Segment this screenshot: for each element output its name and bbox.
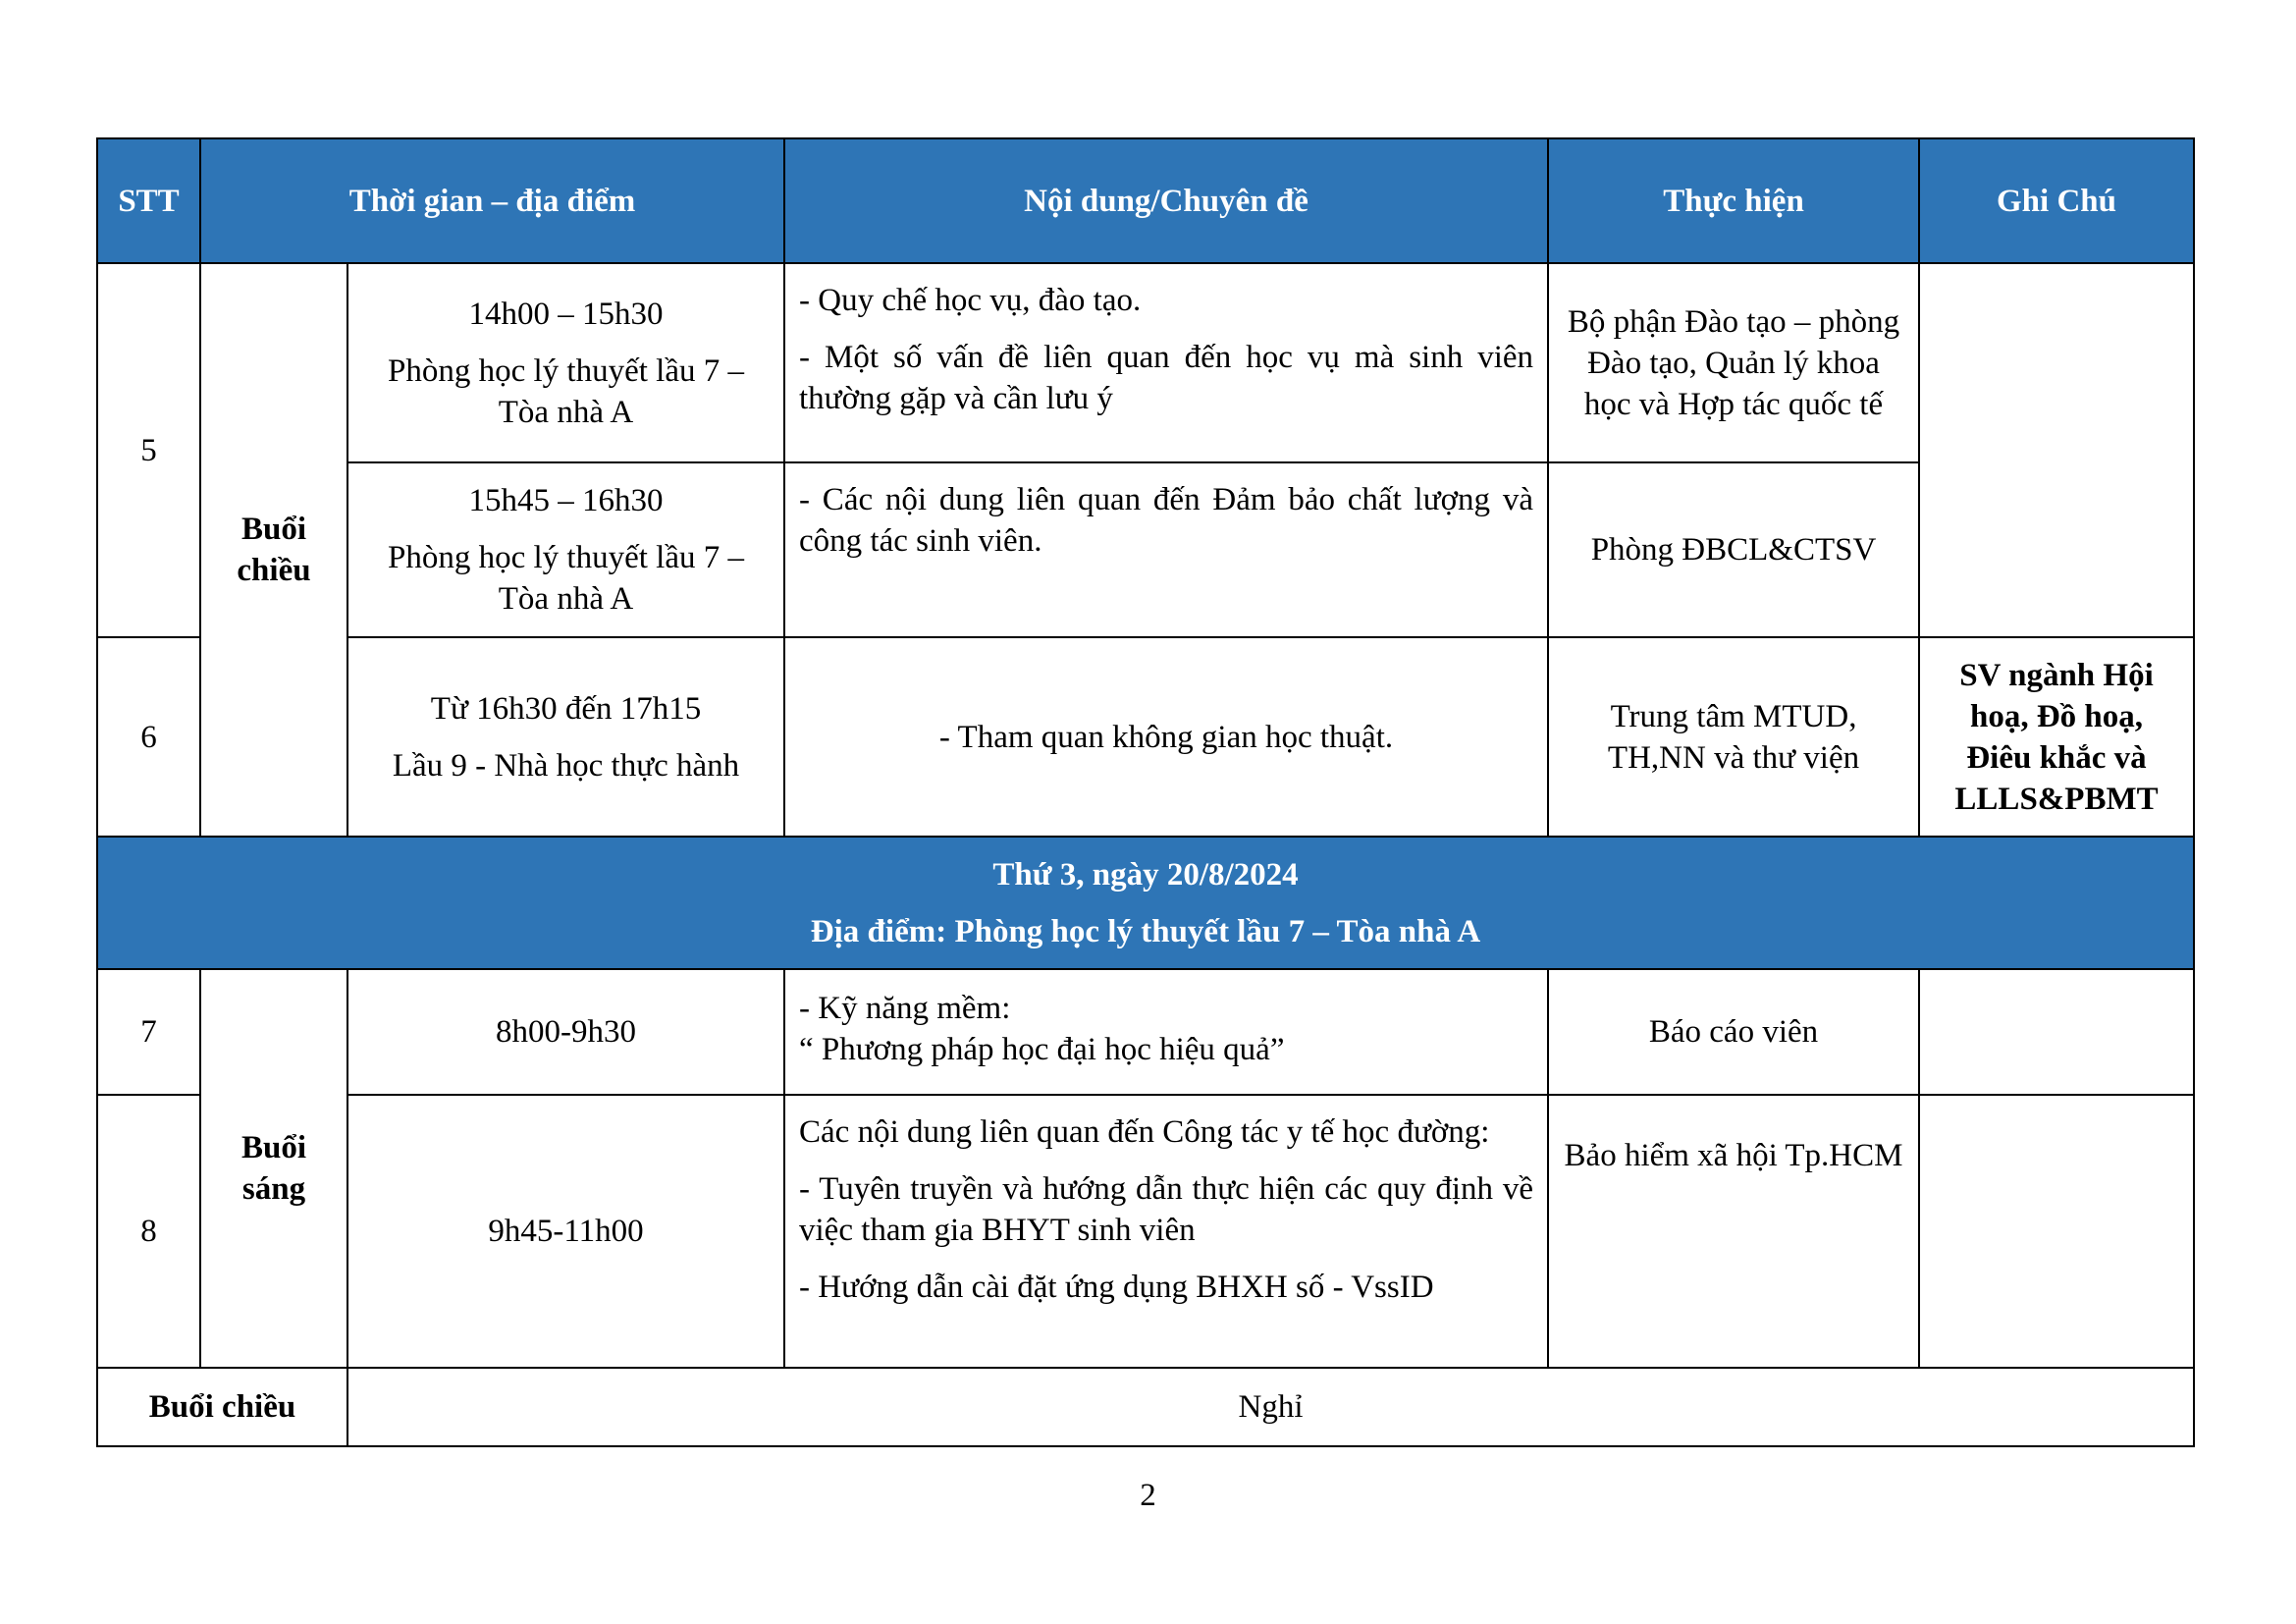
header-content: Nội dung/Chuyên đề: [784, 138, 1548, 263]
time-place-cell: [347, 462, 784, 637]
header-time-place: Thời gian – địa điểm: [200, 138, 784, 263]
table-row: [97, 637, 2194, 837]
time-text: Từ 16h30 đến 17h15: [430, 690, 702, 727]
content-cell: - Tham quan không gian học thuật.: [784, 637, 1548, 837]
time-place-cell: [347, 263, 784, 462]
stt-cell: 8: [97, 1095, 200, 1368]
note-cell: [1919, 1095, 2194, 1368]
content-line: Các nội dung liên quan đến Công tác y tế học đường:: [799, 1114, 1490, 1150]
content-line: - Quy chế học vụ, đào tạo.: [799, 283, 1142, 318]
executor-cell: Bảo hiểm xã hội Tp.HCM: [1548, 1095, 1919, 1368]
session-cell: Buổi sáng: [200, 969, 347, 1368]
place-text: Phòng học lý thuyết lầu 7 – Tòa nhà A: [388, 540, 744, 617]
content-line: “ Phương pháp học đại học hiệu quả”: [799, 1032, 1285, 1067]
content-line: - Hướng dẫn cài đặt ứng dụng BHXH số - VssID: [799, 1270, 1434, 1305]
content-cell: [784, 969, 1548, 1095]
header-note: Ghi Chú: [1919, 138, 2194, 263]
day-header-row: [97, 837, 2194, 969]
header-executor: Thực hiện: [1548, 138, 1919, 263]
day-date: Thứ 3, ngày 20/8/2024: [992, 856, 1299, 893]
header-stt: STT: [97, 138, 200, 263]
afternoon-label: Buổi chiều: [97, 1368, 347, 1446]
table-row: [97, 969, 2194, 1095]
executor-cell: Bộ phận Đào tạo – phòng Đào tạo, Quản lý khoa học và Hợp tác quốc tế: [1548, 263, 1919, 462]
stt-cell: 6: [97, 637, 200, 837]
day-header-cell: [97, 837, 2194, 969]
table-row: [97, 462, 2194, 637]
stt-cell: 5: [97, 263, 200, 637]
content-line: - Các nội dung liên quan đến Đảm bảo chất lượng và công tác sinh viên.: [799, 482, 1534, 559]
schedule-table: [96, 137, 2195, 1447]
day-location: Địa điểm: Phòng học lý thuyết lầu 7 – Tòa nhà A: [810, 913, 1481, 949]
executor-cell: Phòng ĐBCL&CTSV: [1548, 462, 1919, 637]
session-cell: Buổi chiều: [200, 263, 347, 837]
stt-cell: 7: [97, 969, 200, 1095]
time-text: 14h00 – 15h30: [468, 296, 664, 332]
executor-cell: Trung tâm MTUD, TH,NN và thư viện: [1548, 637, 1919, 837]
content-cell: [784, 462, 1548, 637]
table-row: [97, 1095, 2194, 1368]
time-text: 15h45 – 16h30: [468, 483, 664, 518]
place-text: Phòng học lý thuyết lầu 7 – Tòa nhà A: [388, 352, 744, 430]
time-place-cell: [347, 637, 784, 837]
afternoon-value: Nghỉ: [347, 1368, 2194, 1446]
time-cell: 8h00-9h30: [347, 969, 784, 1095]
note-cell: [1919, 969, 2194, 1095]
content-cell: [784, 1095, 1548, 1368]
note-cell: [1919, 263, 2194, 637]
table-row: [97, 263, 2194, 462]
executor-cell: Báo cáo viên: [1548, 969, 1919, 1095]
page-number: 2: [1140, 1478, 1156, 1513]
afternoon-row: [97, 1368, 2194, 1446]
time-cell: 9h45-11h00: [347, 1095, 784, 1368]
note-cell: SV ngành Hội hoạ, Đồ hoạ, Điêu khắc và LLLS&PBMT: [1919, 637, 2194, 837]
place-text: Lầu 9 - Nhà học thực hành: [392, 747, 740, 784]
content-line: - Tuyên truyền và hướng dẫn thực hiện các quy định về việc tham gia BHYT sinh viên: [799, 1171, 1534, 1248]
content-cell: [784, 263, 1548, 462]
table-header-row: [97, 138, 2194, 263]
content-line: - Một số vấn đề liên quan đến học vụ mà sinh viên thường gặp và cần lưu ý: [799, 340, 1534, 416]
content-line: - Kỹ năng mềm:: [799, 991, 1011, 1026]
